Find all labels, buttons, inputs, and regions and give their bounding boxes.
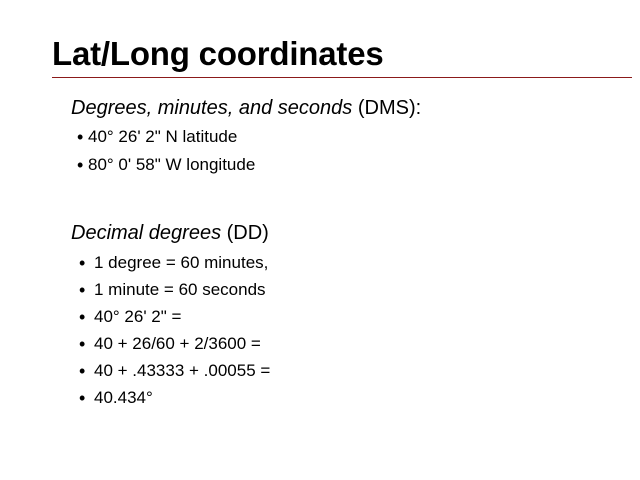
bullet-icon: • (79, 334, 86, 354)
dms-heading (71, 95, 421, 121)
slide-title: Lat/Long coordinates (52, 35, 384, 72)
list-item (77, 152, 255, 180)
dd-heading-abbrev: (DD) (221, 222, 269, 244)
bullet-icon: • (79, 361, 86, 381)
bullet-icon: • (79, 307, 86, 327)
list-item-text: 40 + .43333 + .00055 = (94, 361, 271, 380)
list-item-text: 40.434° (94, 388, 153, 407)
list-item (79, 277, 270, 304)
list-item (79, 385, 270, 412)
title-underline (52, 77, 632, 78)
dms-heading-abbrev: (DMS): (352, 97, 422, 119)
list-item-text: 40° 26' 2" = (94, 307, 182, 326)
list-item (79, 358, 270, 385)
list-item-text: 40 + 26/60 + 2/3600 = (94, 334, 261, 353)
list-item-text: 1 minute = 60 seconds (94, 280, 266, 299)
list-item (79, 331, 270, 358)
bullet-icon: • (79, 253, 86, 273)
dms-bullet-list (77, 124, 255, 180)
bullet-icon: • (79, 388, 86, 408)
list-item-text: 40° 26' 2" N latitude (88, 127, 238, 146)
list-item (79, 250, 270, 277)
dd-heading-italic: Decimal degrees (71, 222, 222, 244)
bullet-icon: • (79, 280, 86, 300)
list-item (77, 124, 255, 152)
dd-bullet-list (79, 250, 270, 412)
list-item (79, 304, 270, 331)
bullet-icon: • (77, 127, 84, 147)
dd-heading (71, 220, 269, 246)
dms-heading-italic: Degrees, minutes, and seconds (71, 97, 353, 119)
list-item-text: 1 degree = 60 minutes, (94, 253, 269, 272)
list-item-text: 80° 0' 58" W longitude (88, 155, 256, 174)
bullet-icon: • (77, 155, 84, 175)
